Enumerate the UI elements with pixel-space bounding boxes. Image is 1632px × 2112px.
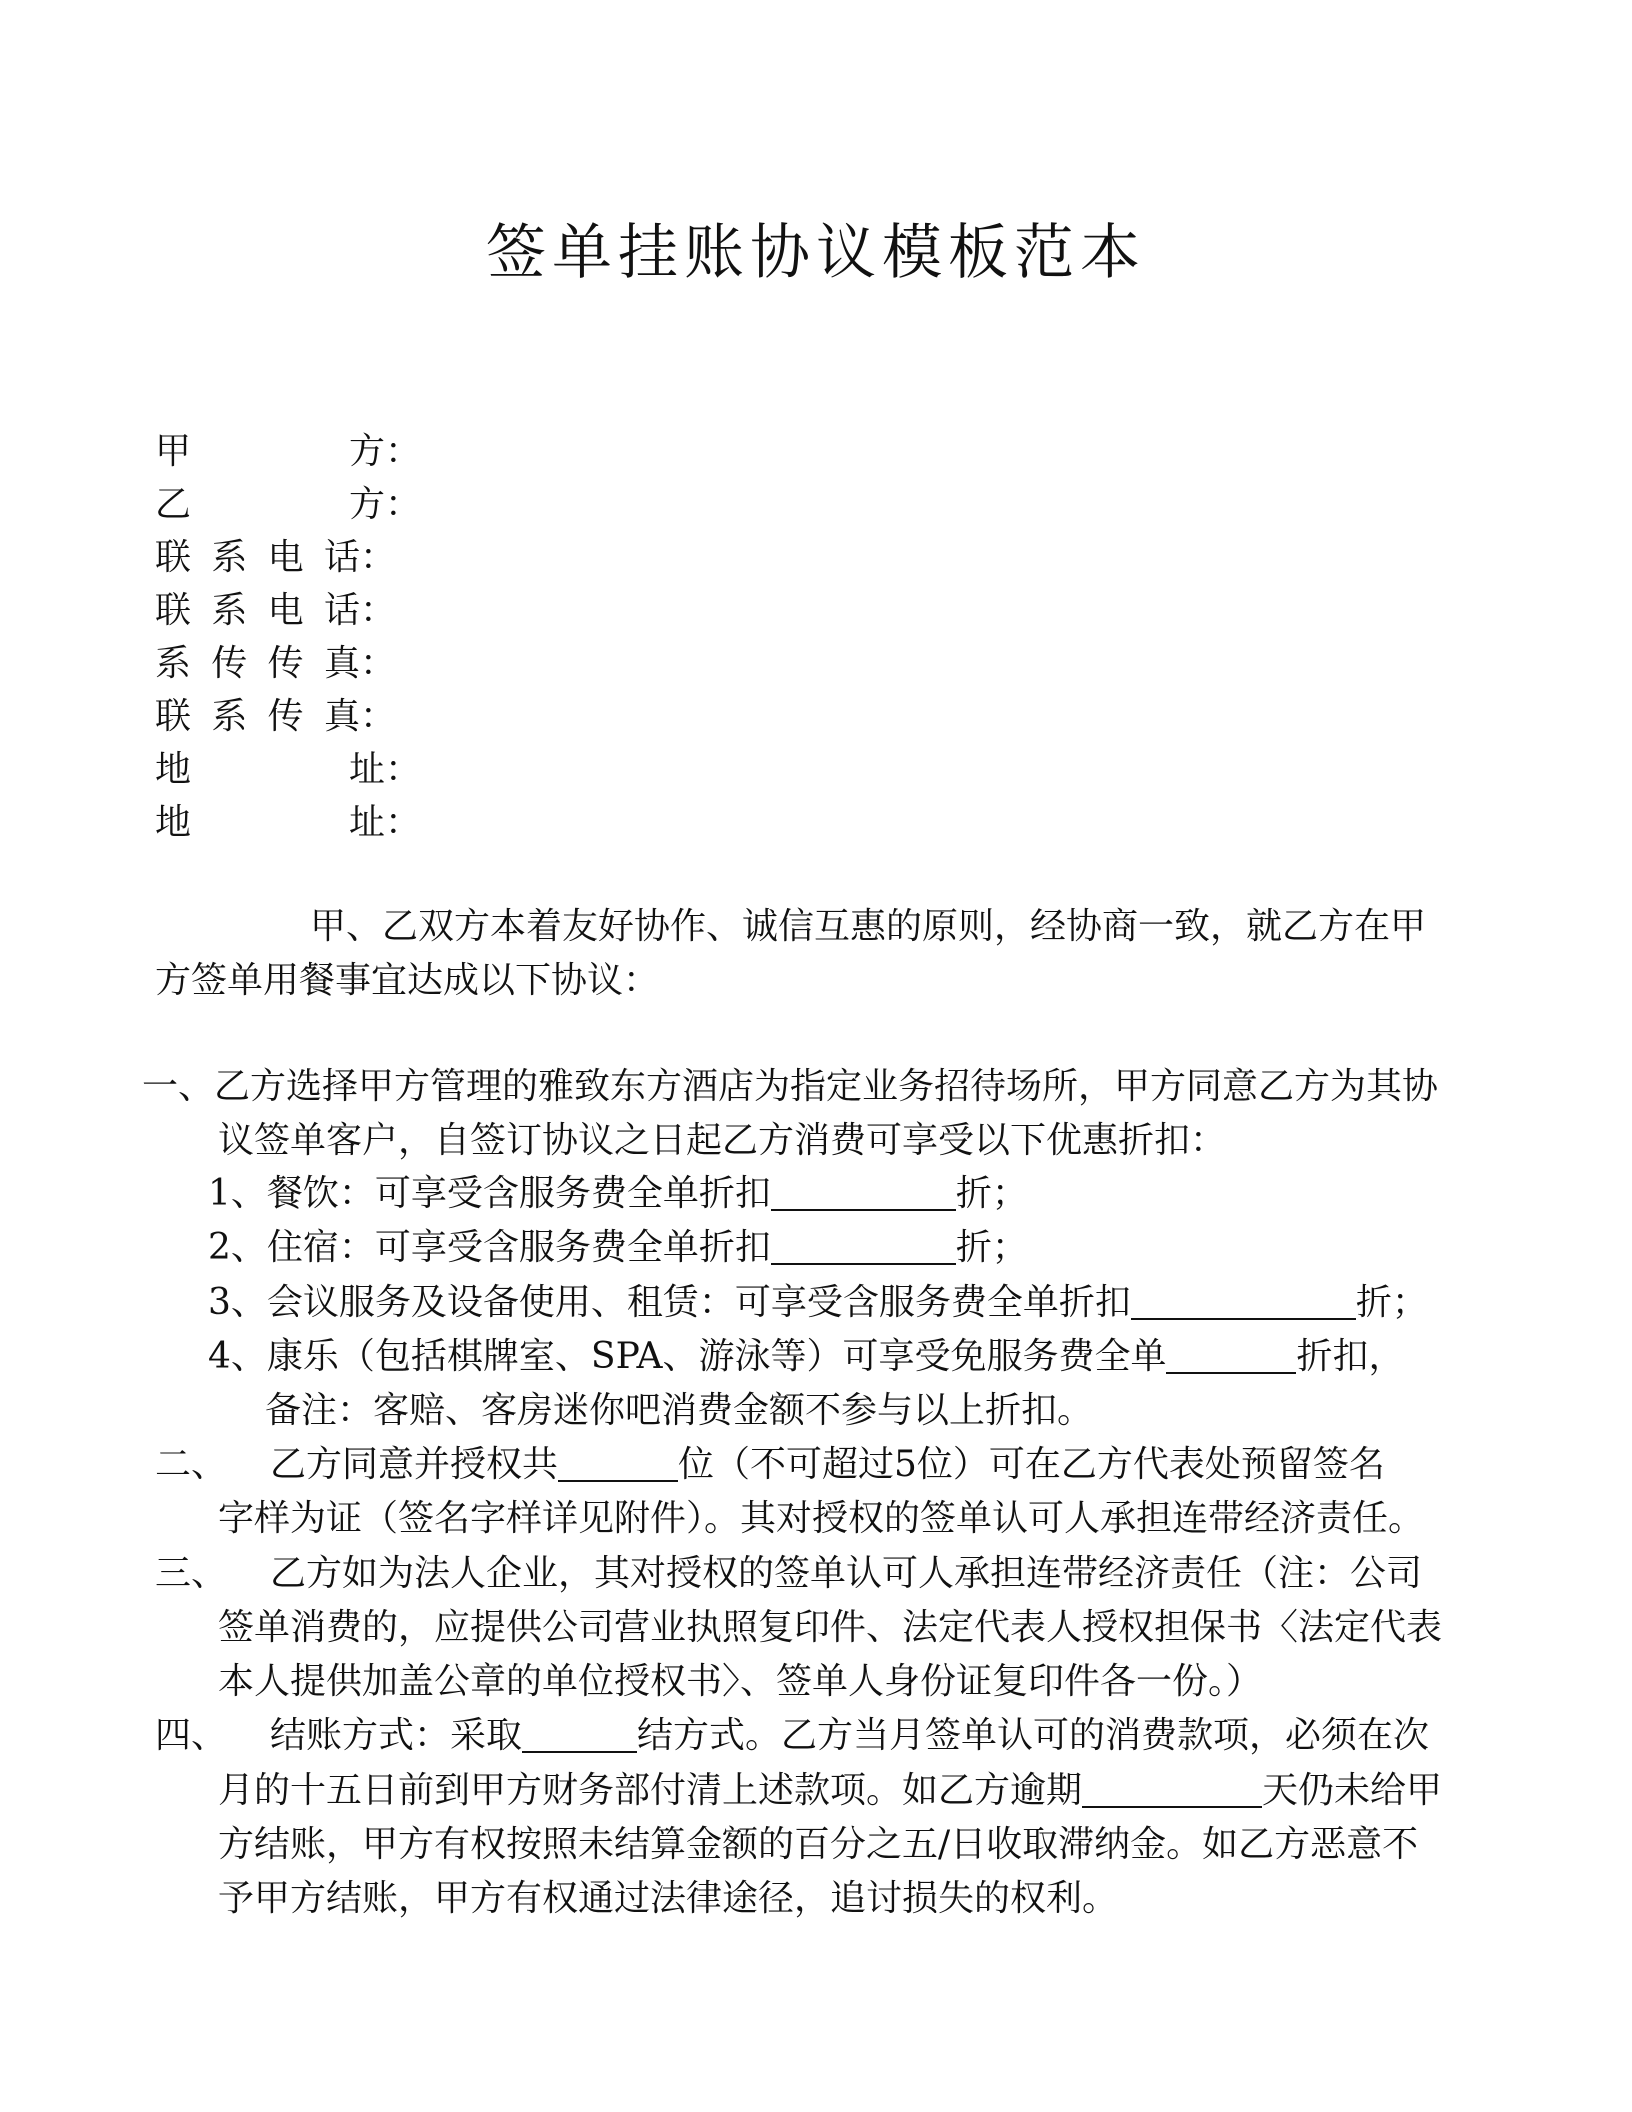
section-4-line-1: 四、 结账方式：采取 结方式。乙方当月签单认可的消费款项，必须在次 [155,1709,1429,1763]
section-3-line-3: 本人提供加盖公章的单位授权书〉、签单人身份证复印件各一份。） [218,1661,1263,1702]
discount-item-4: 4、康乐（包括棋牌室、SPA、游泳等）可享受免服务费全单 折扣， [208,1336,1405,1377]
section-4-number: 四、 [155,1715,228,1756]
section-2-line-1: 二、 乙方同意并授权共 位（不可超过5位）可在乙方代表处预留签名 [155,1438,1385,1492]
section-2-number: 二、 [155,1444,228,1485]
overdue-days-blank [1082,1768,1262,1808]
section-3-line-1: 三、 乙方如为法人企业，其对授权的签单认可人承担连带经济责任（注：公司 [155,1547,1422,1601]
section-2-line-2: 字样为证（签名字样详见附件）。其对授权的签单认可人承担连带经济责任。 [218,1498,1425,1539]
document-title: 签单挂账协议模板范本 [486,218,1146,288]
discount-blank-4 [1166,1334,1296,1374]
discount-note: 备注：客赔、客房迷你吧消费金额不参与以上折扣。 [265,1390,1094,1431]
section-3-number: 三、 [155,1553,228,1594]
authorized-count-blank [558,1442,678,1482]
field-party-b: 乙 方 ： [155,484,422,525]
field-fax-b: 联 系 传 真 ： [155,696,397,737]
intro-line-1: 甲、乙双方本着友好协作、诚信互惠的原则，经协商一致，就乙方在甲 [310,906,1427,947]
party-info-fields [155,425,422,849]
section-3-line-2: 签单消费的，应提供公司营业执照复印件、法定代表人授权担保书〈法定代表 [218,1607,1443,1648]
settlement-method-blank [522,1713,637,1753]
field-phone-b: 联 系 电 话 ： [155,590,397,631]
field-party-a: 甲 方 ： [155,431,422,472]
section-1-line-1: 一、乙方选择甲方管理的雅致东方酒店为指定业务招待场所，甲方同意乙方为其协 [142,1066,1439,1107]
field-fax-a: 系 传 传 真 ： [155,643,397,684]
section-1-line-2: 议签单客户，自签订协议之日起乙方消费可享受以下优惠折扣： [218,1120,1227,1161]
section-4-line-3: 方结账，甲方有权按照未结算金额的百分之五/日收取滞纳金。如乙方恶意不 [218,1824,1419,1865]
field-phone-a: 联 系 电 话 ： [155,537,397,578]
field-address-a: 地 址 ： [155,749,422,790]
discount-blank-3 [1131,1280,1356,1320]
discount-blank-2 [771,1225,956,1265]
intro-line-2: 方签单用餐事宜达成以下协议： [155,960,660,1001]
discount-item-2: 2、住宿：可享受含服务费全单折扣 折； [208,1227,1028,1268]
discount-item-3: 3、会议服务及设备使用、租赁：可享受含服务费全单折扣 折； [208,1282,1428,1323]
discount-item-1: 1、餐饮：可享受含服务费全单折扣 折； [208,1173,1028,1214]
section-4-line-2: 月的十五日前到甲方财务部付清上述款项。如乙方逾期 天仍未给甲 [218,1770,1443,1811]
field-address-b: 地 址 ： [155,802,422,843]
section-4-line-4: 予甲方结账，甲方有权通过法律途径，追讨损失的权利。 [218,1878,1119,1919]
discount-blank-1 [771,1171,956,1211]
